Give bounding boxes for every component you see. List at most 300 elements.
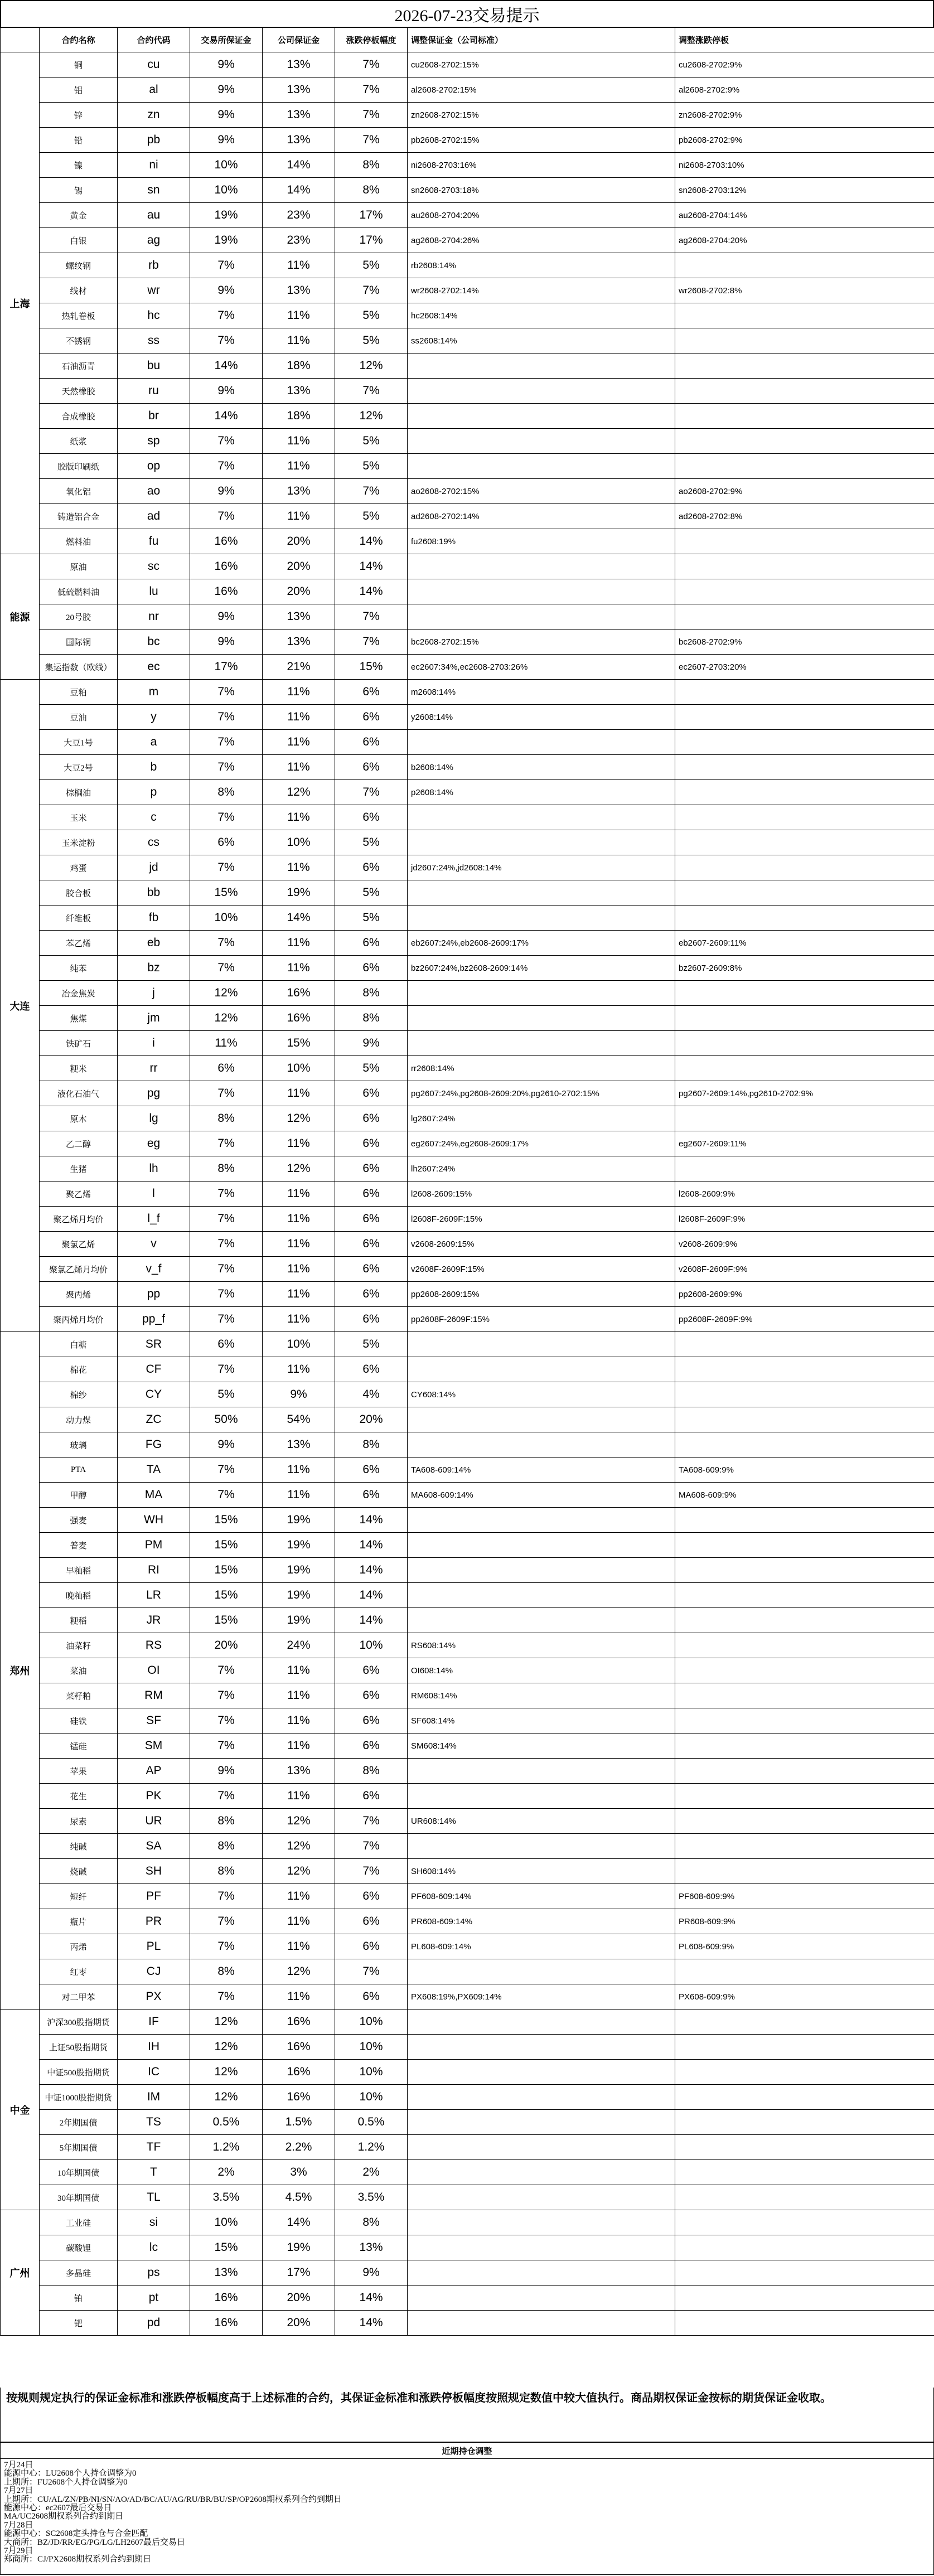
company-margin-cell: 11% [263, 855, 335, 880]
price-limit-cell: 5% [335, 1332, 408, 1357]
exchange-margin-cell: 7% [190, 328, 263, 354]
contract-name-cell: 中证1000股指期货 [40, 2085, 118, 2110]
company-margin-cell: 12% [263, 1859, 335, 1884]
adjusted-margin-cell: au2608-2704:20% [408, 203, 675, 228]
contract-code-cell: b [118, 755, 190, 780]
price-limit-cell: 8% [335, 178, 408, 203]
company-margin-cell: 11% [263, 755, 335, 780]
adjusted-limit-cell [675, 1859, 934, 1884]
adjusted-margin-cell [408, 379, 675, 404]
price-limit-cell: 6% [335, 1232, 408, 1257]
table-row [1, 780, 934, 805]
adjusted-limit-cell: au2608-2704:14% [675, 203, 934, 228]
contract-name-cell: 硅铁 [40, 1708, 118, 1734]
table-row [1, 1683, 934, 1708]
header-exchange-margin: 交易所保证金 [190, 27, 263, 52]
price-limit-cell: 14% [335, 2286, 408, 2311]
price-limit-cell: 3.5% [335, 2185, 408, 2210]
company-margin-cell: 16% [263, 2010, 335, 2035]
adjusted-limit-cell [675, 2060, 934, 2085]
contract-code-cell: RM [118, 1683, 190, 1708]
exchange-margin-cell: 9% [190, 78, 263, 103]
contract-name-cell: 工业硅 [40, 2210, 118, 2235]
adjusted-margin-cell [408, 880, 675, 906]
adjusted-limit-cell [675, 1608, 934, 1633]
contract-code-cell: TS [118, 2110, 190, 2135]
exchange-margin-cell: 7% [190, 1909, 263, 1934]
adjusted-limit-cell [675, 454, 934, 479]
company-margin-cell: 11% [263, 1884, 335, 1909]
contract-name-cell: 热轧卷板 [40, 303, 118, 328]
adjusted-margin-cell [408, 429, 675, 454]
price-limit-cell: 6% [335, 1984, 408, 2010]
contract-code-cell: ad [118, 504, 190, 529]
exchange-margin-cell: 8% [190, 780, 263, 805]
table-row [1, 730, 934, 755]
contract-code-cell: rb [118, 253, 190, 278]
contract-code-cell: IM [118, 2085, 190, 2110]
exchange-margin-cell: 6% [190, 1056, 263, 1081]
price-limit-cell: 14% [335, 1608, 408, 1633]
price-limit-cell: 6% [335, 1708, 408, 1734]
price-limit-cell: 10% [335, 2060, 408, 2085]
exchange-margin-cell: 15% [190, 1608, 263, 1633]
price-limit-cell: 2% [335, 2160, 408, 2185]
contract-name-cell: 30年期国债 [40, 2185, 118, 2210]
exchange-margin-cell: 9% [190, 52, 263, 78]
price-limit-cell: 4% [335, 1382, 408, 1407]
adjusted-limit-cell: PF608-609:9% [675, 1884, 934, 1909]
adjusted-margin-cell [408, 1558, 675, 1583]
price-limit-cell: 8% [335, 1432, 408, 1458]
contract-name-cell: 纯碱 [40, 1834, 118, 1859]
contract-code-cell: cu [118, 52, 190, 78]
company-margin-cell: 19% [263, 1583, 335, 1608]
company-margin-cell: 13% [263, 1432, 335, 1458]
price-limit-cell: 6% [335, 931, 408, 956]
adjusted-margin-cell: pg2607:24%,pg2608-2609:20%,pg2610-2702:15% [408, 1081, 675, 1106]
price-limit-cell: 14% [335, 1558, 408, 1583]
adjusted-limit-cell [675, 1508, 934, 1533]
exchange-margin-cell: 15% [190, 1508, 263, 1533]
exchange-margin-cell: 6% [190, 830, 263, 855]
table-row [1, 1658, 934, 1683]
contract-name-cell: 沪深300股指期货 [40, 2010, 118, 2035]
adjusted-limit-cell [675, 2135, 934, 2160]
contract-code-cell: ag [118, 228, 190, 253]
price-limit-cell: 7% [335, 379, 408, 404]
contract-code-cell: bz [118, 956, 190, 981]
adjusted-margin-cell: PR608-609:14% [408, 1909, 675, 1934]
price-limit-cell: 5% [335, 429, 408, 454]
header-contract-code: 合约代码 [118, 27, 190, 52]
company-margin-cell: 11% [263, 1658, 335, 1683]
adjusted-margin-cell: MA608-609:14% [408, 1483, 675, 1508]
price-limit-cell: 6% [335, 1282, 408, 1307]
adjusted-limit-cell: eg2607-2609:11% [675, 1131, 934, 1156]
contract-code-cell: v [118, 1232, 190, 1257]
company-margin-cell: 11% [263, 1257, 335, 1282]
contract-name-cell: 普麦 [40, 1533, 118, 1558]
table-row [1, 855, 934, 880]
price-limit-cell: 7% [335, 52, 408, 78]
contract-name-cell: 氧化铝 [40, 479, 118, 504]
adjusted-margin-cell: l2608F-2609F:15% [408, 1207, 675, 1232]
price-limit-cell: 14% [335, 529, 408, 554]
exchange-margin-cell: 7% [190, 1658, 263, 1683]
exchange-cell: 大连 [1, 680, 40, 1332]
contract-name-cell: 低硫燃料油 [40, 579, 118, 604]
company-margin-cell: 11% [263, 1207, 335, 1232]
header-contract-name: 合约名称 [40, 27, 118, 52]
adjusted-limit-cell [675, 429, 934, 454]
price-limit-cell: 6% [335, 1934, 408, 1959]
adjusted-limit-cell [675, 1759, 934, 1784]
exchange-margin-cell: 10% [190, 153, 263, 178]
exchange-margin-cell: 7% [190, 1683, 263, 1708]
contract-name-cell: 钯 [40, 2311, 118, 2336]
exchange-margin-cell: 12% [190, 2085, 263, 2110]
contract-name-cell: 铜 [40, 52, 118, 78]
table-row [1, 1307, 934, 1332]
company-margin-cell: 16% [263, 2085, 335, 2110]
contract-code-cell: IF [118, 2010, 190, 2035]
exchange-cell: 中金 [1, 2010, 40, 2210]
contract-name-cell: 玉米淀粉 [40, 830, 118, 855]
contract-code-cell: jd [118, 855, 190, 880]
company-margin-cell: 11% [263, 680, 335, 705]
adjusted-margin-cell: hc2608:14% [408, 303, 675, 328]
adjusted-margin-cell: TA608-609:14% [408, 1458, 675, 1483]
company-margin-cell: 24% [263, 1633, 335, 1658]
exchange-margin-cell: 9% [190, 103, 263, 128]
contract-name-cell: 石油沥青 [40, 354, 118, 379]
contract-name-cell: 上证50股指期货 [40, 2035, 118, 2060]
contract-name-cell: 聚乙烯 [40, 1182, 118, 1207]
price-limit-cell: 6% [335, 1156, 408, 1182]
exchange-margin-cell: 7% [190, 1232, 263, 1257]
table-row [1, 604, 934, 630]
contract-code-cell: CJ [118, 1959, 190, 1984]
contract-name-cell: 短纤 [40, 1884, 118, 1909]
adjusted-margin-cell: bc2608-2702:15% [408, 630, 675, 655]
contract-name-cell: 纤维板 [40, 906, 118, 931]
contract-code-cell: l_f [118, 1207, 190, 1232]
exchange-margin-cell: 16% [190, 2311, 263, 2336]
exchange-margin-cell: 7% [190, 680, 263, 705]
adjusted-margin-cell [408, 454, 675, 479]
price-limit-cell: 7% [335, 1859, 408, 1884]
table-row [1, 2110, 934, 2135]
adjusted-margin-cell: pp2608-2609:15% [408, 1282, 675, 1307]
contract-code-cell: jm [118, 1006, 190, 1031]
contract-name-cell: 粳米 [40, 1056, 118, 1081]
company-margin-cell: 23% [263, 228, 335, 253]
contract-name-cell: 油菜籽 [40, 1633, 118, 1658]
contract-name-cell: 苹果 [40, 1759, 118, 1784]
contract-code-cell: pb [118, 128, 190, 153]
contract-name-cell: 多晶硅 [40, 2260, 118, 2286]
adjusted-margin-cell: SF608:14% [408, 1708, 675, 1734]
contract-name-cell: 棉花 [40, 1357, 118, 1382]
price-limit-cell: 10% [335, 2010, 408, 2035]
contract-code-cell: AP [118, 1759, 190, 1784]
contract-name-cell: 聚丙烯月均价 [40, 1307, 118, 1332]
company-margin-cell: 11% [263, 253, 335, 278]
adjusted-limit-cell: ag2608-2704:20% [675, 228, 934, 253]
price-limit-cell: 5% [335, 454, 408, 479]
adjusted-limit-cell [675, 404, 934, 429]
company-margin-cell: 16% [263, 981, 335, 1006]
contract-name-cell: 苯乙烯 [40, 931, 118, 956]
contract-name-cell: 5年期国债 [40, 2135, 118, 2160]
contract-name-cell: 聚乙烯月均价 [40, 1207, 118, 1232]
adjusted-margin-cell: SH608:14% [408, 1859, 675, 1884]
contract-code-cell: SF [118, 1708, 190, 1734]
exchange-margin-cell: 5% [190, 1382, 263, 1407]
contract-code-cell: IC [118, 2060, 190, 2085]
company-margin-cell: 11% [263, 1357, 335, 1382]
contract-code-cell: SM [118, 1734, 190, 1759]
contract-code-cell: PL [118, 1934, 190, 1959]
table-row [1, 1608, 934, 1633]
adjusted-margin-cell: rr2608:14% [408, 1056, 675, 1081]
company-margin-cell: 11% [263, 1683, 335, 1708]
adjusted-limit-cell [675, 2286, 934, 2311]
price-limit-cell: 5% [335, 504, 408, 529]
price-limit-cell: 14% [335, 554, 408, 579]
table-row [1, 328, 934, 354]
exchange-margin-cell: 16% [190, 529, 263, 554]
exchange-margin-cell: 3.5% [190, 2185, 263, 2210]
exchange-margin-cell: 8% [190, 1859, 263, 1884]
contract-code-cell: v_f [118, 1257, 190, 1282]
adjusted-margin-cell: CY608:14% [408, 1382, 675, 1407]
exchange-margin-cell: 7% [190, 1207, 263, 1232]
contract-name-cell: 中证500股指期货 [40, 2060, 118, 2085]
table-row [1, 1332, 934, 1357]
price-limit-cell: 14% [335, 1533, 408, 1558]
adjusted-limit-cell [675, 680, 934, 705]
table-row [1, 1483, 934, 1508]
exchange-margin-cell: 10% [190, 178, 263, 203]
company-margin-cell: 11% [263, 429, 335, 454]
adjusted-limit-cell [675, 981, 934, 1006]
adjusted-limit-cell: v2608F-2609F:9% [675, 1257, 934, 1282]
notice-line: 上期所：CU/AL/ZN/PB/NI/SN/AO/AD/BC/AU/AG/RU/BR/BU/SP/OP2608期权系列合约到期日 [4, 2495, 342, 2504]
adjusted-margin-cell: zn2608-2702:15% [408, 103, 675, 128]
contract-code-cell: fu [118, 529, 190, 554]
company-margin-cell: 13% [263, 630, 335, 655]
adjusted-margin-cell: rb2608:14% [408, 253, 675, 278]
table-row [1, 2060, 934, 2085]
price-limit-cell: 6% [335, 956, 408, 981]
exchange-margin-cell: 7% [190, 755, 263, 780]
adjusted-margin-cell: ni2608-2703:16% [408, 153, 675, 178]
adjusted-margin-cell: PL608-609:14% [408, 1934, 675, 1959]
header-price-limit: 涨跌停板幅度 [335, 27, 408, 52]
price-limit-cell: 6% [335, 1106, 408, 1131]
contract-name-cell: 2年期国债 [40, 2110, 118, 2135]
contract-name-cell: 生猪 [40, 1156, 118, 1182]
adjusted-limit-cell [675, 1558, 934, 1583]
table-row [1, 429, 934, 454]
exchange-margin-cell: 7% [190, 1483, 263, 1508]
contract-code-cell: ps [118, 2260, 190, 2286]
adjusted-limit-cell: l2608F-2609F:9% [675, 1207, 934, 1232]
adjusted-margin-cell [408, 579, 675, 604]
company-margin-cell: 12% [263, 780, 335, 805]
table-row [1, 1934, 934, 1959]
table-row [1, 1156, 934, 1182]
company-margin-cell: 9% [263, 1382, 335, 1407]
price-limit-cell: 5% [335, 906, 408, 931]
table-row [1, 1407, 934, 1432]
adjusted-margin-cell [408, 2286, 675, 2311]
contract-code-cell: eb [118, 931, 190, 956]
exchange-margin-cell: 12% [190, 2060, 263, 2085]
price-limit-cell: 6% [335, 855, 408, 880]
adjusted-margin-cell: lg2607:24% [408, 1106, 675, 1131]
notice-line: 能源中心：LU2608个人持仓调整为0 [4, 2469, 137, 2478]
price-limit-cell: 6% [335, 680, 408, 705]
exchange-margin-cell: 8% [190, 1156, 263, 1182]
company-margin-cell: 13% [263, 278, 335, 303]
company-margin-cell: 11% [263, 1984, 335, 2010]
exchange-margin-cell: 7% [190, 1784, 263, 1809]
price-limit-cell: 10% [335, 2085, 408, 2110]
table-row [1, 153, 934, 178]
price-limit-cell: 14% [335, 2311, 408, 2336]
contract-name-cell: 豆粕 [40, 680, 118, 705]
contract-code-cell: sc [118, 554, 190, 579]
exchange-margin-cell: 7% [190, 1934, 263, 1959]
adjusted-limit-cell [675, 2260, 934, 2286]
exchange-margin-cell: 7% [190, 1884, 263, 1909]
contract-code-cell: pg [118, 1081, 190, 1106]
adjusted-margin-cell: pp2608F-2609F:15% [408, 1307, 675, 1332]
contract-name-cell: 20号胶 [40, 604, 118, 630]
contract-name-cell: 烧碱 [40, 1859, 118, 1884]
price-limit-cell: 9% [335, 2260, 408, 2286]
exchange-margin-cell: 15% [190, 1583, 263, 1608]
table-row [1, 1131, 934, 1156]
contract-name-cell: 原油 [40, 554, 118, 579]
price-limit-cell: 20% [335, 1407, 408, 1432]
contract-name-cell: 棕榈油 [40, 780, 118, 805]
adjusted-margin-cell [408, 1784, 675, 1809]
contract-code-cell: RS [118, 1633, 190, 1658]
company-margin-cell: 19% [263, 2235, 335, 2260]
adjusted-margin-cell [408, 2110, 675, 2135]
exchange-margin-cell: 7% [190, 956, 263, 981]
contract-code-cell: br [118, 404, 190, 429]
contract-name-cell: 聚氯乙烯 [40, 1232, 118, 1257]
price-limit-cell: 6% [335, 730, 408, 755]
contract-name-cell: 鸡蛋 [40, 855, 118, 880]
table-row [1, 1382, 934, 1407]
company-margin-cell: 54% [263, 1407, 335, 1432]
price-limit-cell: 5% [335, 328, 408, 354]
exchange-margin-cell: 7% [190, 1984, 263, 2010]
exchange-cell: 广州 [1, 2210, 40, 2336]
notice-line: 上期所：FU2608个人持仓调整为0 [4, 2477, 128, 2487]
price-limit-cell: 0.5% [335, 2110, 408, 2135]
company-margin-cell: 11% [263, 1182, 335, 1207]
adjusted-limit-cell: pg2607-2609:14%,pg2610-2702:9% [675, 1081, 934, 1106]
contract-name-cell: 乙二醇 [40, 1131, 118, 1156]
exchange-margin-cell: 7% [190, 730, 263, 755]
contract-name-cell: 白银 [40, 228, 118, 253]
adjusted-limit-cell: ad2608-2702:8% [675, 504, 934, 529]
adjusted-margin-cell: wr2608-2702:14% [408, 278, 675, 303]
adjusted-margin-cell: OI608:14% [408, 1658, 675, 1683]
adjusted-limit-cell [675, 529, 934, 554]
notice-line: MA/UC2608期权系列合约到期日 [4, 2512, 124, 2521]
company-margin-cell: 11% [263, 730, 335, 755]
adjusted-limit-cell [675, 1809, 934, 1834]
adjusted-margin-cell: al2608-2702:15% [408, 78, 675, 103]
exchange-margin-cell: 9% [190, 379, 263, 404]
price-limit-cell: 7% [335, 780, 408, 805]
exchange-margin-cell: 13% [190, 2260, 263, 2286]
adjusted-margin-cell [408, 906, 675, 931]
price-limit-cell: 6% [335, 805, 408, 830]
contract-name-cell: 粳稻 [40, 1608, 118, 1633]
table-row [1, 655, 934, 680]
table-row [1, 1282, 934, 1307]
exchange-margin-cell: 7% [190, 1458, 263, 1483]
contract-name-cell: 甲醇 [40, 1483, 118, 1508]
contract-name-cell: 铸造铝合金 [40, 504, 118, 529]
price-limit-cell: 6% [335, 1207, 408, 1232]
adjusted-limit-cell [675, 2311, 934, 2336]
adjusted-limit-cell: eb2607-2609:11% [675, 931, 934, 956]
contract-name-cell: 棉纱 [40, 1382, 118, 1407]
adjusted-margin-cell [408, 1031, 675, 1056]
price-limit-cell: 8% [335, 153, 408, 178]
table-row [1, 1558, 934, 1583]
exchange-margin-cell: 7% [190, 931, 263, 956]
contract-name-cell: 铝 [40, 78, 118, 103]
company-margin-cell: 20% [263, 2286, 335, 2311]
adjusted-margin-cell: b2608:14% [408, 755, 675, 780]
table-row [1, 956, 934, 981]
table-row [1, 1583, 934, 1608]
exchange-cell: 上海 [1, 52, 40, 554]
adjusted-limit-cell: ec2607-2703:20% [675, 655, 934, 680]
notice-line: 郑商所：CJ/PX2608期权系列合约到期日 [4, 2555, 152, 2564]
adjusted-limit-cell [675, 1382, 934, 1407]
contract-code-cell: PK [118, 1784, 190, 1809]
contract-code-cell: j [118, 981, 190, 1006]
contract-code-cell: c [118, 805, 190, 830]
price-limit-cell: 6% [335, 1307, 408, 1332]
company-margin-cell: 11% [263, 303, 335, 328]
table-row [1, 203, 934, 228]
exchange-margin-cell: 7% [190, 303, 263, 328]
exchange-margin-cell: 12% [190, 2035, 263, 2060]
contract-name-cell: 黄金 [40, 203, 118, 228]
adjusted-margin-cell [408, 1006, 675, 1031]
exchange-margin-cell: 6% [190, 1332, 263, 1357]
company-margin-cell: 11% [263, 504, 335, 529]
contract-name-cell: 胶版印刷纸 [40, 454, 118, 479]
adjusted-limit-cell [675, 830, 934, 855]
price-limit-cell: 7% [335, 1959, 408, 1984]
company-margin-cell: 20% [263, 554, 335, 579]
adjusted-margin-cell [408, 2185, 675, 2210]
